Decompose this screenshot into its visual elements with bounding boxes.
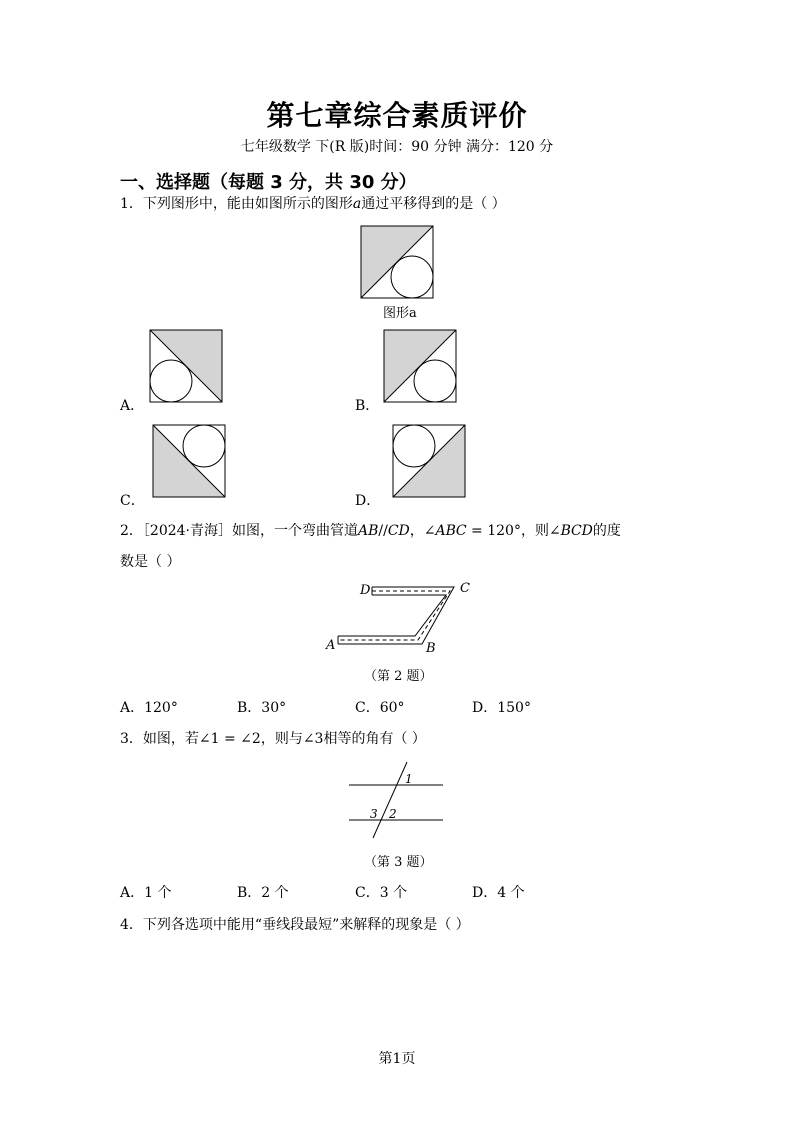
figure-a-caption: 图形a bbox=[383, 306, 417, 321]
figure-a bbox=[361, 226, 435, 300]
pipe-diagram bbox=[320, 578, 480, 658]
q2-option-b: B．30° bbox=[237, 700, 287, 716]
page-title: 第七章综合素质评价 bbox=[266, 99, 528, 132]
q2-option-c: C．60° bbox=[355, 700, 405, 716]
option-d-label: D． bbox=[355, 493, 381, 509]
option-c-label: C． bbox=[120, 493, 145, 509]
option-b-label: B． bbox=[355, 398, 380, 414]
angle-2-label: 2 bbox=[389, 807, 397, 821]
q3-option-c: C．3 个 bbox=[355, 885, 408, 901]
question-2-line2: 数是（ ） bbox=[120, 554, 181, 570]
question-3-caption: （第 3 题） bbox=[364, 855, 433, 870]
option-a-figure bbox=[150, 330, 224, 404]
q2-option-d: D．150° bbox=[472, 700, 531, 716]
question-4-text: 4．下列各选项中能用“垂线段最短”来解释的现象是（ ） bbox=[120, 917, 470, 933]
question-3-text: 3．如图，若∠1 = ∠2，则与∠3相等的角有（ ） bbox=[120, 731, 426, 747]
angle-diagram bbox=[345, 760, 449, 840]
question-2-caption: （第 2 题） bbox=[364, 669, 433, 684]
q3-option-d: D．4 个 bbox=[472, 885, 525, 901]
label-C: C bbox=[460, 581, 470, 596]
option-b-figure bbox=[384, 330, 458, 404]
option-d-figure bbox=[393, 425, 467, 499]
page-number: 第1页 bbox=[378, 1051, 416, 1067]
q3-option-a: A．1 个 bbox=[120, 885, 172, 901]
question-2-line1: 2．［2024·青海］如图，一个弯曲管道𝐴𝐵//𝐶𝐷，∠𝐴𝐵𝐶 = 120°，则∠𝐵𝐶𝐷的度 bbox=[120, 523, 621, 539]
q2-option-a: A．120° bbox=[120, 700, 178, 716]
question-1-text: 1．下列图形中，能由如图所示的图形𝑎通过平移得到的是（ ） bbox=[120, 196, 506, 212]
section-heading: 一、选择题（每题 3 分，共 30 分） bbox=[120, 172, 417, 193]
option-a-label: A． bbox=[120, 398, 145, 414]
q3-option-b: B．2 个 bbox=[237, 885, 289, 901]
page-subtitle: 七年级数学 下(R 版)时间：90 分钟 满分：120 分 bbox=[240, 139, 554, 155]
label-B: B bbox=[426, 641, 436, 656]
label-D: D bbox=[360, 583, 371, 598]
option-c-figure bbox=[153, 425, 227, 499]
label-A: A bbox=[326, 638, 336, 653]
angle-1-label: 1 bbox=[405, 772, 413, 786]
angle-3-label: 3 bbox=[370, 807, 378, 821]
